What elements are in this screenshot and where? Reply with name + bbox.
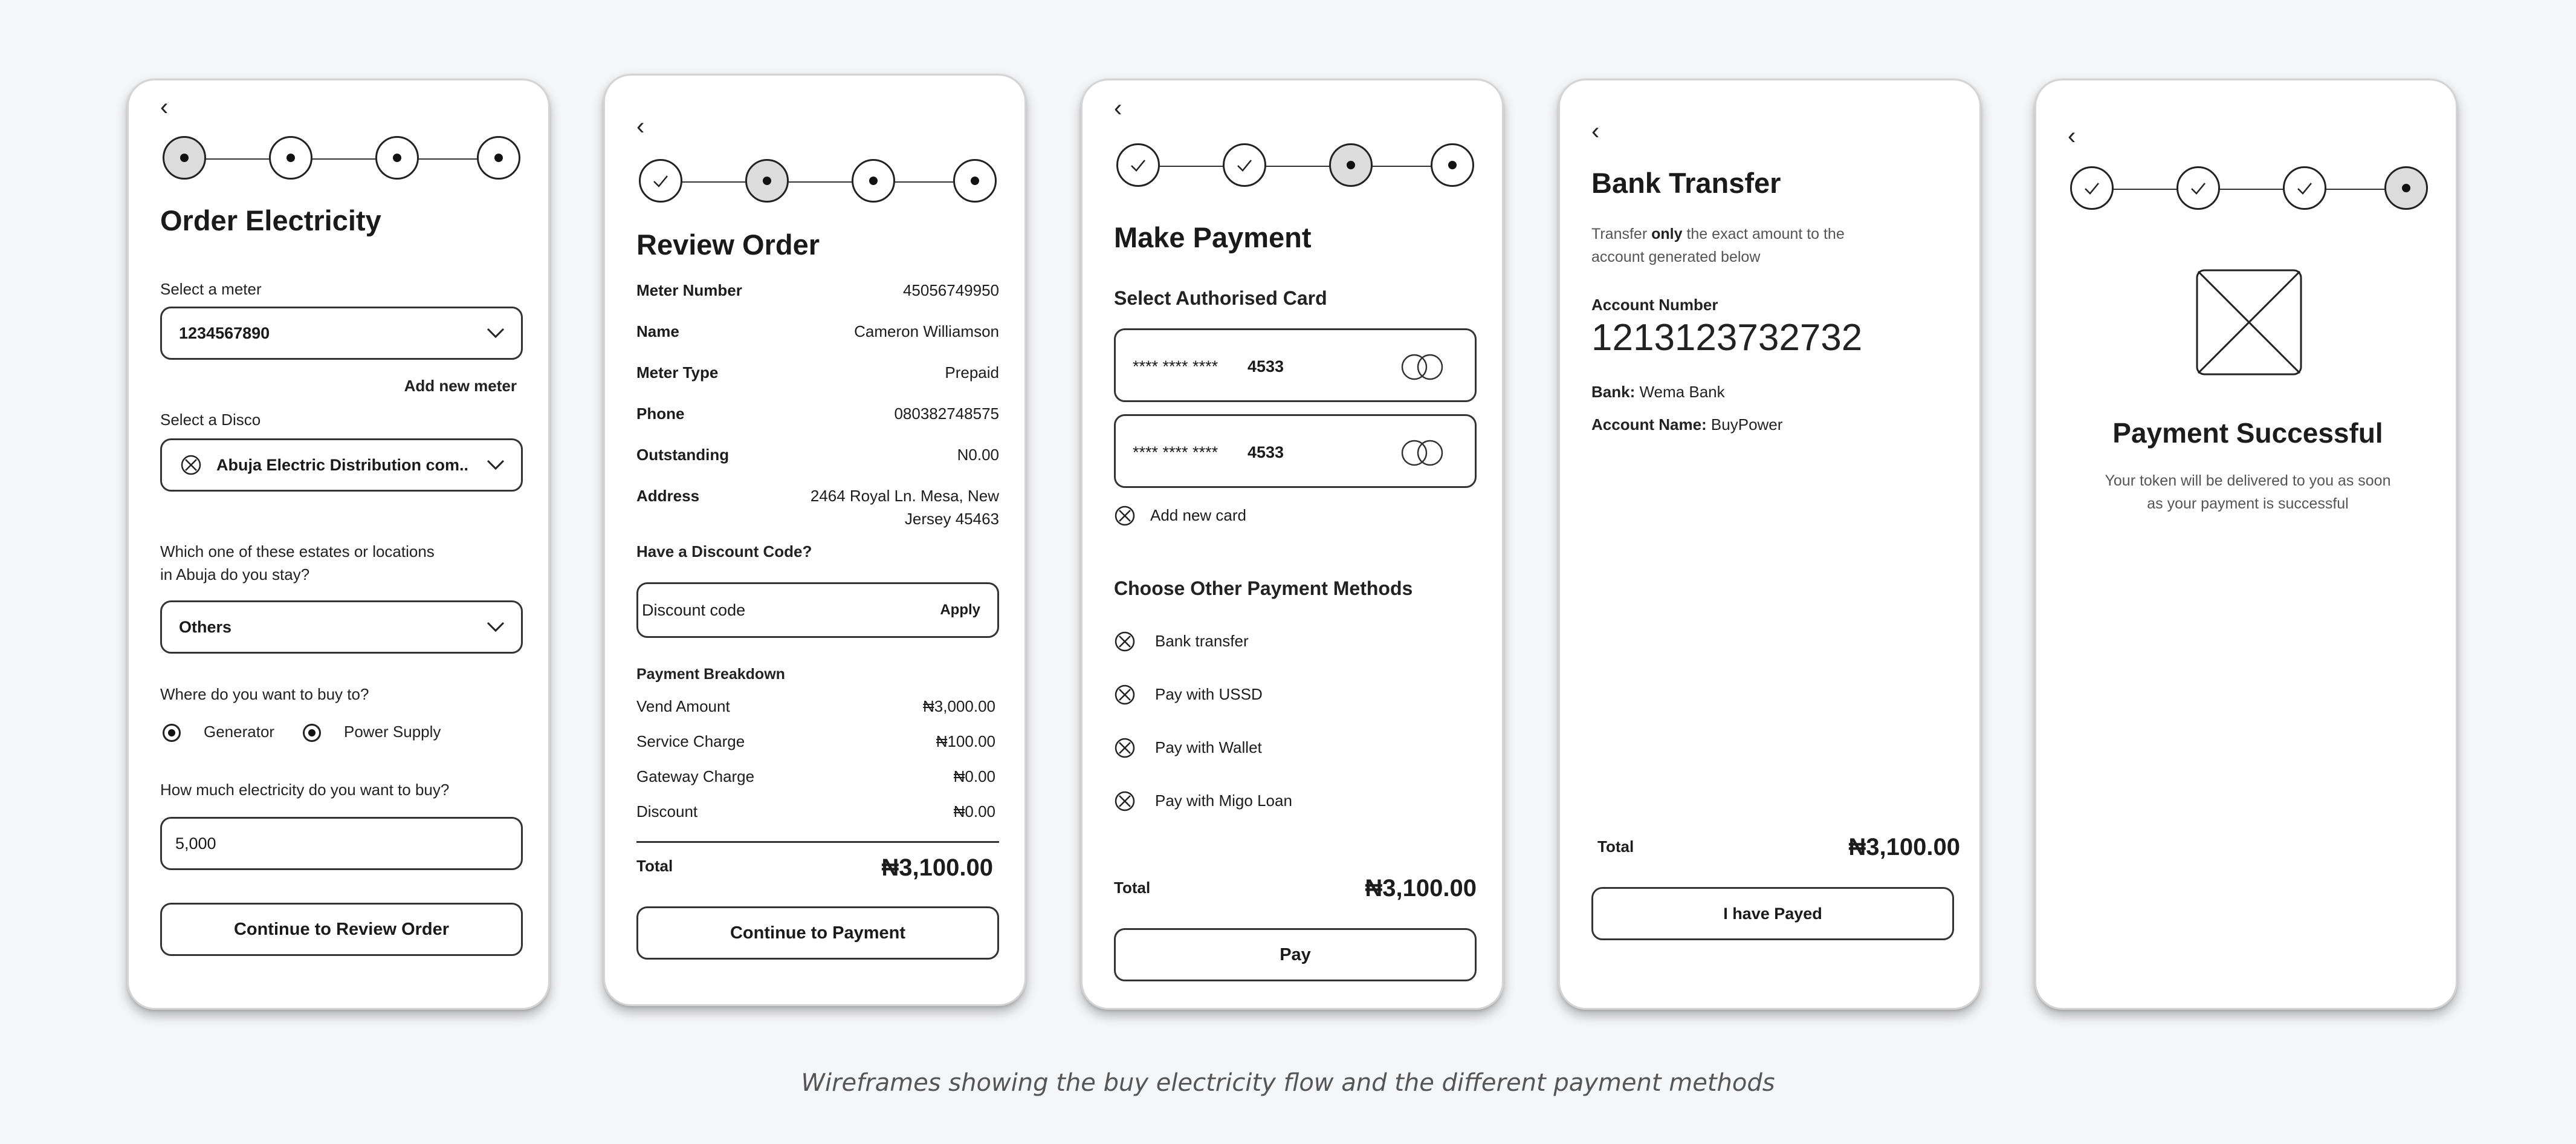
step-3 <box>852 159 895 203</box>
breakdown-label: Service Charge <box>636 732 745 750</box>
step-2 <box>269 136 312 180</box>
back-button[interactable]: ‹ <box>160 94 169 120</box>
buy-to-label: Where do you want to buy to? <box>160 685 369 703</box>
detail-value: 080382748575 <box>894 405 999 423</box>
meter-select[interactable] <box>160 307 523 360</box>
transfer-instruction-line1 <box>1591 226 1845 243</box>
other-methods-heading: Choose Other Payment Methods <box>1114 577 1413 599</box>
estate-question-line2: in Abuja do you stay? <box>160 565 310 583</box>
step-1 <box>163 136 206 180</box>
stepper-line <box>1134 166 1456 167</box>
detail-label: Name <box>636 322 679 340</box>
breakdown-heading: Payment Breakdown <box>636 666 785 683</box>
bank-row <box>1591 383 1725 401</box>
page-title: Order Electricity <box>160 204 381 236</box>
screen-payment-successful <box>2034 79 2458 1010</box>
total-value: ₦3,100.00 <box>1848 834 1960 860</box>
continue-to-payment-button[interactable]: Continue to Payment <box>636 906 999 960</box>
success-title: Payment Successful <box>2112 417 2383 449</box>
continue-to-review-button[interactable]: Continue to Review Order <box>160 903 523 956</box>
payment-method-item[interactable] <box>1114 789 1452 813</box>
add-new-card-button[interactable] <box>1114 504 1356 528</box>
stepper-line <box>2088 189 2410 190</box>
address-line2: Jersey 45463 <box>904 510 999 528</box>
check-icon <box>1234 155 1255 175</box>
card-last4: 4533 <box>1248 443 1284 461</box>
account-name-label: Account Name: <box>1591 415 1707 434</box>
account-name-value: BuyPower <box>1706 415 1783 434</box>
card-circles-icon <box>1399 439 1446 467</box>
page-title: Bank Transfer <box>1591 167 1781 199</box>
instruction-post: the exact amount to the <box>1682 226 1845 242</box>
radio-power-supply[interactable] <box>303 724 321 742</box>
detail-row <box>636 446 999 467</box>
detail-row <box>636 363 999 385</box>
estate-select-value: Others <box>179 618 232 636</box>
address-label: Address <box>636 487 700 505</box>
payment-method-label: Pay with Migo Loan <box>1155 791 1292 810</box>
detail-label: Meter Type <box>636 363 719 382</box>
stepper-line <box>181 158 502 160</box>
card-number-mask: **** **** **** <box>1133 357 1218 375</box>
detail-value: N0.00 <box>957 446 999 464</box>
meter-select-value: 1234567890 <box>179 324 270 342</box>
detail-label: Meter Number <box>636 281 742 299</box>
account-number-label: Account Number <box>1591 296 1718 314</box>
check-icon <box>2188 178 2209 198</box>
breakdown-value: ₦0.00 <box>953 802 995 821</box>
detail-value: 45056749950 <box>902 281 999 299</box>
total-label: Total <box>1597 837 1634 856</box>
radio-generator-label: Generator <box>204 723 275 741</box>
step-2 <box>1223 143 1266 187</box>
cards-heading: Select Authorised Card <box>1114 287 1327 309</box>
success-message-line1: Your token will be delivered to you as soon <box>2105 472 2391 489</box>
amount-input[interactable] <box>160 817 523 870</box>
screen-bank-transfer <box>1558 79 1981 1010</box>
page-title: Make Payment <box>1114 221 1312 253</box>
circle-x-icon <box>1114 631 1136 652</box>
detail-value: Cameron Williamson <box>854 322 999 340</box>
card-circles-icon <box>1399 353 1446 381</box>
detail-label: Outstanding <box>636 446 730 464</box>
screen-order-electricity <box>127 79 550 1010</box>
success-message-line2: as your payment is successful <box>2147 495 2349 512</box>
circle-x-icon <box>1114 737 1136 759</box>
chevron-down-icon <box>486 619 505 634</box>
step-3 <box>1329 143 1373 187</box>
payment-method-item[interactable] <box>1114 683 1452 707</box>
step-2 <box>2176 166 2220 210</box>
step-1 <box>639 159 682 203</box>
breakdown-value: ₦0.00 <box>953 767 995 785</box>
estate-select[interactable] <box>160 600 523 654</box>
amount-input-value: 5,000 <box>175 834 216 853</box>
detail-row <box>636 405 999 426</box>
screen-review-order <box>603 74 1026 1006</box>
breakdown-row <box>636 767 995 789</box>
total-row <box>1114 875 1477 909</box>
add-new-card-label: Add new card <box>1150 506 1246 524</box>
stepper-line <box>657 181 979 183</box>
total-value: ₦3,100.00 <box>1365 875 1477 902</box>
payment-method-label: Pay with Wallet <box>1155 738 1262 756</box>
detail-row <box>636 322 999 344</box>
card-number-mask: **** **** **** <box>1133 443 1218 461</box>
detail-value: Prepaid <box>945 363 999 382</box>
meter-label: Select a meter <box>160 280 262 298</box>
chevron-down-icon <box>486 457 505 472</box>
step-1 <box>1116 143 1160 187</box>
circle-x-icon <box>180 454 202 476</box>
circle-x-icon <box>1114 790 1136 812</box>
progress-stepper <box>2070 166 2428 212</box>
disco-select[interactable] <box>160 438 523 492</box>
breakdown-row <box>636 802 995 824</box>
figure-caption: Wireframes showing the buy electricity flow and the different payment methods <box>801 1069 1775 1097</box>
step-4 <box>2384 166 2428 210</box>
step-3 <box>375 136 419 180</box>
step-2 <box>745 159 789 203</box>
step-1 <box>2070 166 2114 210</box>
discount-heading: Have a Discount Code? <box>636 542 812 561</box>
saved-card[interactable] <box>1114 328 1477 402</box>
step-4 <box>477 136 520 180</box>
breakdown-label: Gateway Charge <box>636 767 755 785</box>
account-number-value: 1213123732732 <box>1591 317 1863 359</box>
total-label: Total <box>636 857 673 875</box>
estate-question-line1: Which one of these estates or locations <box>160 542 435 561</box>
transfer-instruction-line2: account generated below <box>1591 249 1761 265</box>
detail-row <box>636 281 999 303</box>
breakdown-label: Discount <box>636 802 698 821</box>
instruction-emphasis: only <box>1651 226 1683 242</box>
check-icon <box>2294 178 2315 198</box>
i-have-payed-button[interactable]: I have Payed <box>1591 887 1954 940</box>
payment-method-label: Bank transfer <box>1155 632 1249 650</box>
page-title: Review Order <box>636 229 820 261</box>
check-icon <box>650 171 671 191</box>
image-placeholder-icon <box>2196 269 2302 375</box>
divider <box>636 841 999 843</box>
breakdown-row <box>636 732 995 754</box>
radio-generator[interactable] <box>163 724 181 742</box>
address-line1: 2464 Royal Ln. Mesa, New <box>810 487 999 505</box>
breakdown-label: Vend Amount <box>636 697 730 715</box>
circle-x-icon <box>1114 505 1136 527</box>
back-button[interactable]: ‹ <box>1591 118 1600 145</box>
total-row <box>1597 834 1960 868</box>
detail-label: Phone <box>636 405 685 423</box>
payment-method-item[interactable] <box>1114 629 1452 654</box>
address-row <box>636 487 999 535</box>
back-button[interactable]: ‹ <box>1114 95 1122 122</box>
chevron-down-icon <box>486 325 505 340</box>
step-4 <box>1431 143 1474 187</box>
total-value: ₦3,100.00 <box>881 854 993 881</box>
pay-button[interactable]: Pay <box>1114 928 1477 981</box>
progress-stepper <box>1116 143 1474 189</box>
discount-code-input[interactable] <box>636 582 999 638</box>
screen-make-payment <box>1081 79 1504 1010</box>
disco-label: Select a Disco <box>160 411 261 429</box>
payment-method-item[interactable] <box>1114 736 1452 760</box>
breakdown-value: ₦100.00 <box>936 732 995 750</box>
progress-stepper <box>639 159 997 205</box>
account-name-row <box>1591 415 1782 434</box>
progress-stepper <box>163 136 520 182</box>
circle-x-icon <box>1114 684 1136 706</box>
breakdown-value: ₦3,000.00 <box>923 697 995 715</box>
discount-code-placeholder: Discount code <box>642 601 746 619</box>
back-button[interactable]: ‹ <box>2068 123 2076 149</box>
total-row <box>636 854 993 887</box>
payment-method-label: Pay with USSD <box>1155 685 1263 703</box>
check-icon <box>2082 178 2102 198</box>
step-4 <box>953 159 997 203</box>
card-last4: 4533 <box>1248 357 1284 375</box>
saved-card[interactable] <box>1114 414 1477 488</box>
total-label: Total <box>1114 879 1151 897</box>
breakdown-row <box>636 697 995 719</box>
apply-button[interactable]: Apply <box>940 602 980 618</box>
disco-select-value: Abuja Electric Distribution com.. <box>216 456 469 474</box>
radio-power-supply-label: Power Supply <box>344 723 441 741</box>
instruction-pre: Transfer <box>1591 226 1652 242</box>
add-new-meter-link[interactable]: Add new meter <box>404 377 517 395</box>
step-3 <box>2283 166 2326 210</box>
check-icon <box>1128 155 1148 175</box>
bank-label: Bank: <box>1591 383 1636 401</box>
amount-label: How much electricity do you want to buy? <box>160 781 450 799</box>
bank-value: Wema Bank <box>1635 383 1725 401</box>
back-button[interactable]: ‹ <box>636 113 645 140</box>
